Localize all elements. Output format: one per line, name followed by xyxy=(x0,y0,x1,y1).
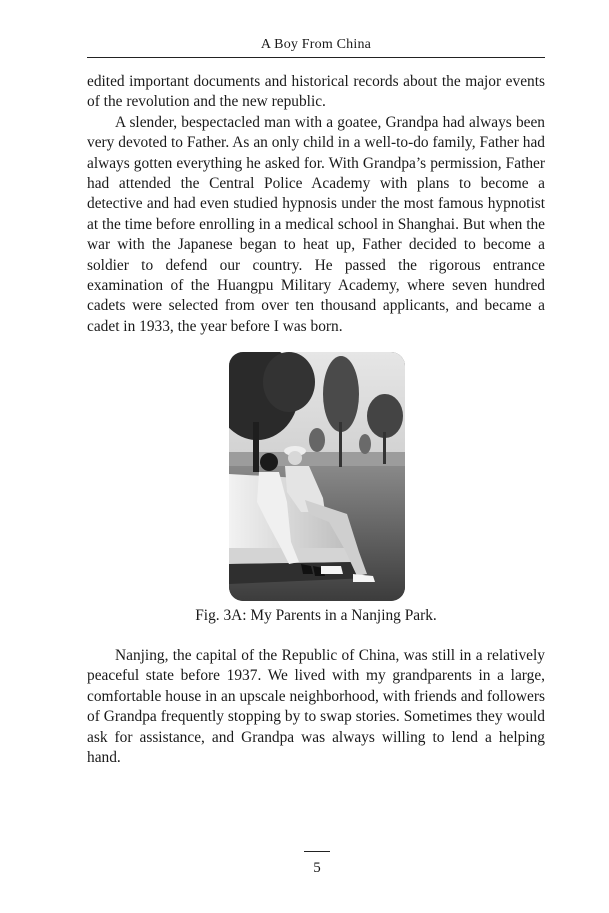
paragraph-nanjing: Nanjing, the capital of the Republic of China, was still in a relatively peaceful state before 1937. We lived with my grandparents in a large, comfortable house in an upscale neighborhood, with friends and followers of Grandpa frequently stopping by to swap stories. Sometimes they would ask for assistance, and Grandpa was always willing to lend a helping hand. xyxy=(87,647,545,767)
running-head: A Boy From China xyxy=(260,37,372,52)
footer-rule xyxy=(304,851,330,852)
body-text-top xyxy=(87,72,545,337)
header-rule xyxy=(87,57,545,58)
paragraph-continued: edited important documents and historical records about the major events of the revolution and the new republic. xyxy=(87,73,545,111)
paragraph-grandpa: A slender, bespectacled man with a goatee, Grandpa had always been very devoted to Father. As an only child in a well-to-do family, Father had always gotten everything he asked for. With Grandpa’s permission, Father had attended the Central Police Academy with plans to become a detective and had even studied hypnosis under the most famous hypnotist at the time before enrolling in a medical school in Shanghai. But when the war with the Japanese began to heat up, Father decided to become a soldier to defend our country. He passed the rigorous entrance examination of the Huangpu Military Academy, where seven hundred cadets were selected from over ten thousand applicants, and became a cadet in 1933, the year before I was born. xyxy=(87,113,545,335)
page-number: 5 xyxy=(313,860,321,876)
parents-photo-image xyxy=(229,352,405,601)
figure-caption: Fig. 3A: My Parents in a Nanjing Park. xyxy=(195,607,437,624)
body-text-bottom xyxy=(87,646,545,768)
parents-photo xyxy=(229,352,405,601)
